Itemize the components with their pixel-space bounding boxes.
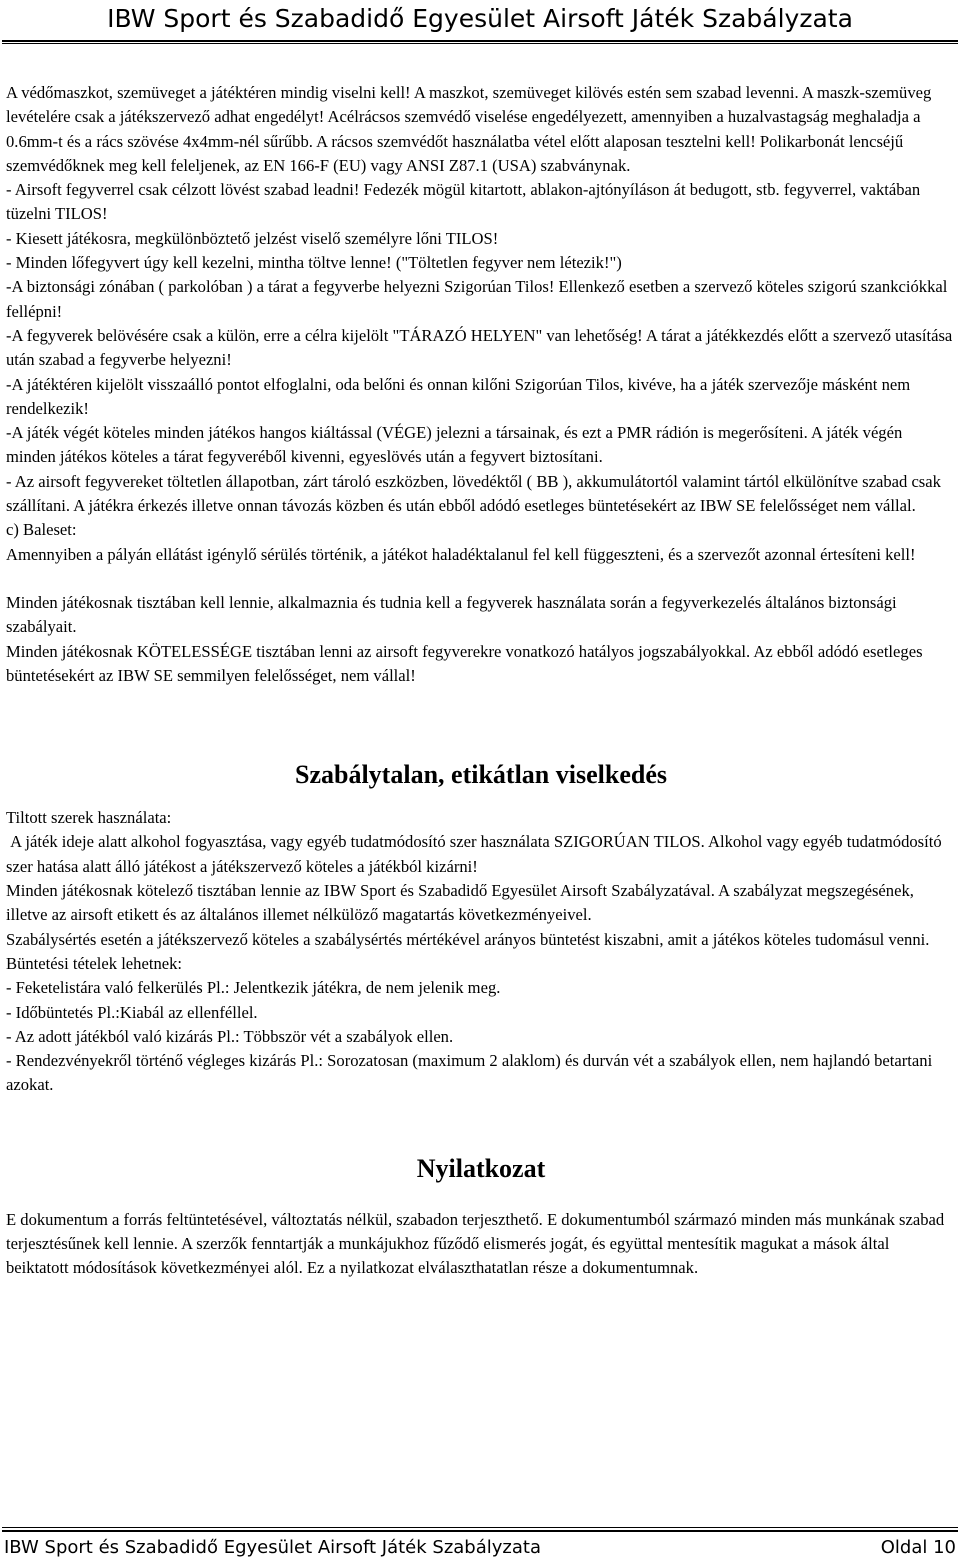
paragraph: c) Baleset: [6, 520, 77, 540]
spacer [6, 688, 956, 760]
page-number: Oldal 10 [880, 1537, 956, 1558]
list-item: - Az adott játékból való kizárás Pl.: Többször vét a szabályok ellen. [6, 1026, 454, 1046]
list-item: - Időbüntetés Pl.:Kiabál az ellenféllel. [6, 1002, 258, 1022]
spacer [6, 567, 956, 591]
page-footer [4, 1537, 956, 1559]
paragraph: Büntetési tételek lehetnek: [6, 953, 183, 973]
paragraph: Tiltott szerek használata: [6, 808, 172, 828]
section-heading-declaration: Nyilatkozat [416, 1153, 546, 1183]
footer-rule [2, 1530, 958, 1532]
paragraph: - Az airsoft fegyvereket töltetlen állapotban, zárt tároló eszközben, lövedéktől ( BB ), akkumulátortól valamint tártól elkülönítve szabad csak szállítani. A játékra érkezés illetve onnan távozás közben és után ebből adódó esetleges büntetésekért az IBW SE felelősséget nem vállal. [6, 471, 941, 516]
declaration-section [6, 1208, 956, 1281]
paragraph: A védőmaszkot, szemüveget a játéktéren mindig viselni kell! A maszkot, szemüveget kilövés estén sem szabad levenni. A maszk-szemüveg levételére csak a játékszervező adhat engedélyt! Acélrácsos szemvédő viselése engedélyezett, amennyiben a huzalvastagság meghaladja a 0.6mm-t és a rács szövése 4x4mm-nél sűrűbb. A rácsos szemvédőt használatba vétel előtt alaposan tesztelni kell! Polikarbonát lencséjű szemvédőknek meg kell feleljenek, az EN 166-F (EU) vagy ANSI Z87.1 (USA) szabványnak. [6, 83, 932, 175]
paragraph: -A fegyverek belövésére csak a külön, erre a célra kijelölt "TÁRAZÓ HELYEN" van lehetőség! A tárat a játékkezdés előtt a szervező utasítása után szabad a fegyverbe helyezni! [6, 325, 953, 370]
header-rule [2, 40, 958, 42]
conduct-section [6, 806, 956, 1098]
paragraph: Minden játékosnak KÖTELESSÉGE tisztában lenni az airsoft fegyverekre vonatkozó hatályos jogszabályokkal. Az ebből adódó esetleges büntetésekért az IBW SE semmilyen felelősséget, nem vállal! [6, 641, 923, 685]
paragraph: - Kiesett játékosra, megkülönböztető jelzést viselő személyre lőni TILOS! [6, 228, 499, 248]
footer-rule-thin [2, 1527, 958, 1528]
paragraph: Minden játékosnak tisztában kell lennie, alkalmaznia és tudnia kell a fegyverek használata során a fegyverkezelés általános biztonsági szabályait. [6, 592, 897, 637]
paragraph: Minden játékosnak kötelező tisztában lennie az IBW Sport és Szabadidő Egyesület Airsoft Szabályzatával. A szabályzat megszegésének, illetve az airsoft etikett és az általános illemet nélkülöző magatartás következményeivel. [6, 881, 914, 925]
paragraph: E dokumentum a forrás feltüntetésével, változtatás nélkül, szabadon terjeszthető. E dokumentumból származó minden más munkának szabad terjesztésűnek kell lennie. A szerzők fenntartják a munkájukhoz fűződő elismerés jogát, és együttal mentesítik magukat a mások által beiktatott módosítások következményei alól. Ez a nyilatkozat elválaszthatatlan része a dokumentumnak. [6, 1209, 945, 1278]
section-heading-conduct: Szabálytalan, etikátlan viselkedés [295, 760, 667, 790]
paragraph: Szabálysértés esetén a játékszervező köteles a szabálysértés mértékével arányos büntetést kiszabni, amit a játékos köteles tudomásul venni. [6, 929, 930, 949]
spacer [6, 790, 956, 806]
list-item: - Rendezvényekről történő végleges kizárás Pl.: Sorozatosan (maximum 2 alaklom) és durván vét a szabályok ellen, nem hajlandó betartani azokat. [6, 1051, 933, 1095]
list-item: - Feketelistára való felkerülés Pl.: Jelentkezik játékra, de nem jelenik meg. [6, 978, 501, 998]
paragraph: - Airsoft fegyverrel csak célzott lövést szabad leadni! Fedezék mögül kitartott, ablakon-ajtónyíláson át bedugott, stb. fegyverrel, vaktában tüzelni TILOS! [6, 180, 921, 224]
paragraph: -A játék végét köteles minden játékos hangos kiáltással (VÉGE) jelezni a társainak, és ezt a PMR rádión is megerősíteni. A játék végén minden játékos köteles a tárat fegyveréből kivenni, egyeslövés után a fegyvert biztosítani. [6, 423, 903, 467]
paragraph: - Minden lőfegyvert úgy kell kezelni, mintha töltve lenne! ("Töltetlen fegyver nem létezik!") [6, 253, 622, 273]
document-body [6, 81, 956, 1281]
footer-title: IBW Sport és Szabadidő Egyesület Airsoft Játék Szabályzata [4, 1537, 541, 1558]
paragraph: -A biztonsági zónában ( parkolóban ) a tárat a fegyverbe helyezni Szigorúan Tilos! Ellenkező esetben a szervező köteles szigorú szankciókkal fellépni! [6, 277, 948, 321]
page-header-title: IBW Sport és Szabadidő Egyesület Airsoft Játék Szabályzata [107, 4, 853, 33]
spacer [6, 1098, 956, 1154]
header-rule-thin [2, 43, 958, 44]
safety-section [6, 81, 956, 688]
paragraph: A játék ideje alatt alkohol fogyasztása, vagy egyéb tudatmódosító szer használata SZIGORÚAN TILOS. Alkohol vagy egyéb tudatmódosító szer hatása alatt álló játékost a játékszervező köteles a játékból kizárni! [6, 832, 946, 876]
paragraph: Amennyiben a pályán ellátást igénylő sérülés történik, a játékot haladéktalanul fel kell függeszteni, és a szervezőt azonnal értesíteni kell! [6, 544, 916, 564]
spacer [6, 1184, 956, 1208]
paragraph: -A játéktéren kijelölt visszaálló pontot elfoglalni, oda belőni és onnan kilőni Szigorúan Tilos, kivéve, ha a játék szervezője másként nem rendelkezik! [6, 374, 911, 418]
